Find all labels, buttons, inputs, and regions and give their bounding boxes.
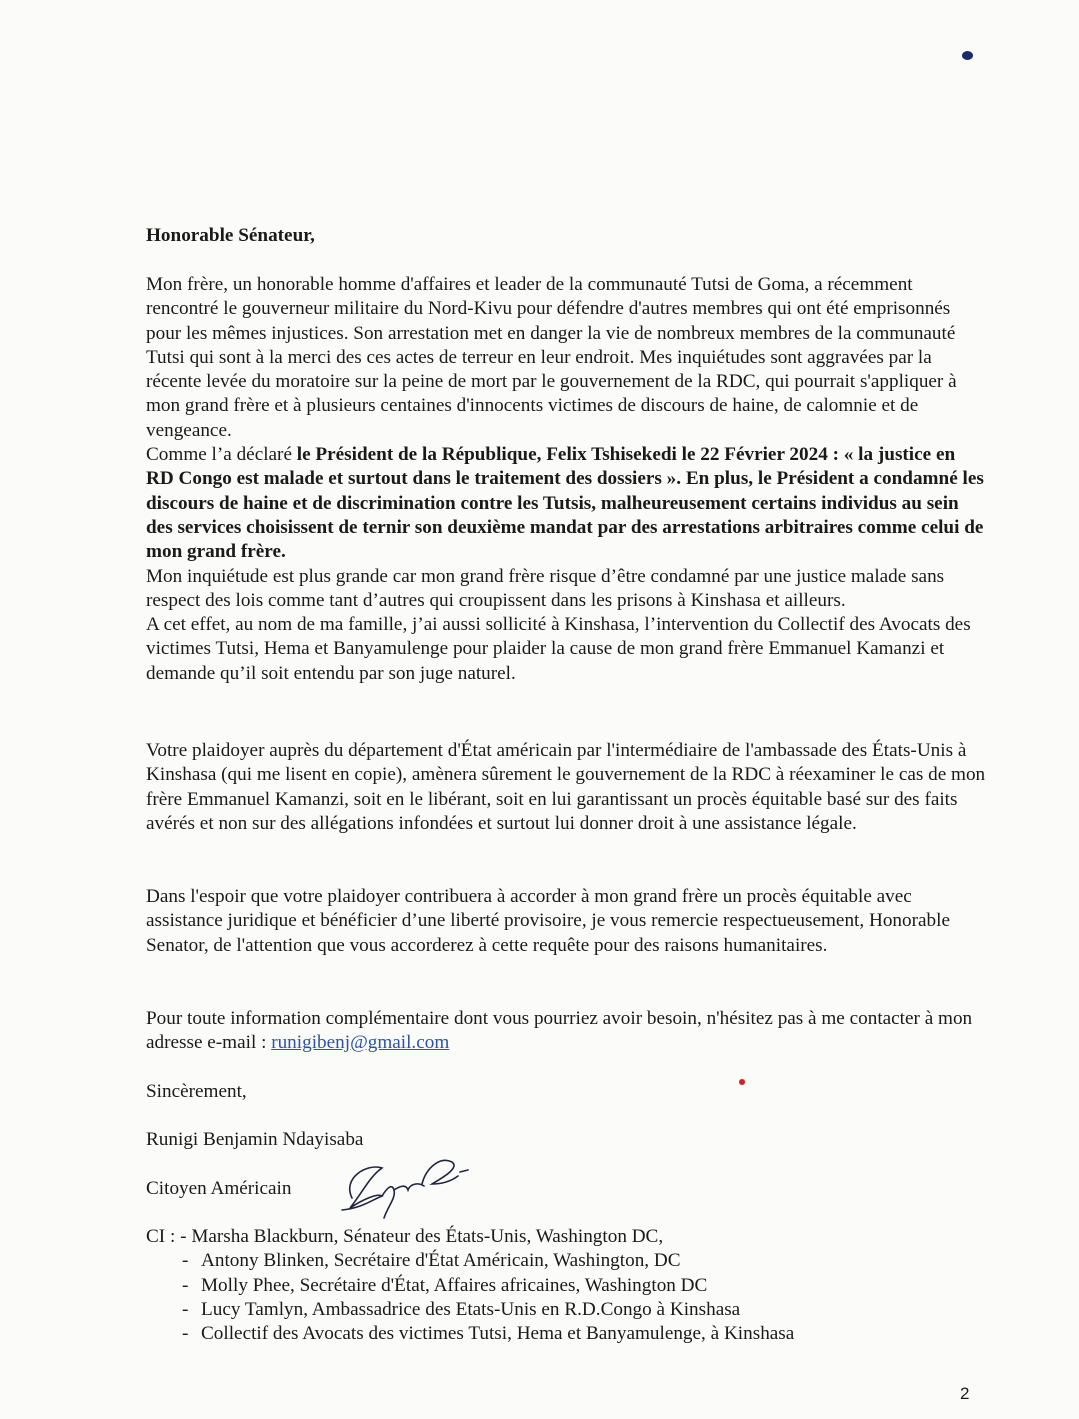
cc-item: - Molly Phee, Secrétaire d'État, Affaires africaines, Washington DC: [182, 1274, 708, 1296]
cc-label: CI : -: [146, 1226, 192, 1247]
page-number: 2: [960, 1384, 970, 1403]
paragraph-1-sentence-1: Mon frère, un honorable homme d'affaires et leader de la communauté Tutsi de Goma, a récemment rencontré le gouverneur militaire du Nord-Kivu pour défendre d'autres membres qui ont été emprisonnés pour les mêmes injustices. Son arrestation met en danger la vie de nombreux membres de la communauté Tutsi qui sont à la merci des ces actes de terreur en leur endroit. Mes inquiétudes sont aggravées par la récente levée du moratoire sur la peine de mort par le gouvernement de la RDC, qui pourrait s'appliquer à mon grand frère et à plusieurs centaines d'innocents victimes de discours de haine, de calomnie et de vengeance.: [146, 274, 957, 441]
cc-list: [146, 1225, 986, 1346]
closing: Sincèrement,: [146, 1081, 247, 1102]
paragraph-2: Votre plaidoyer auprès du département d'État américain par l'intermédiaire de l'ambassade des États-Unis à Kinshasa (qui me lisent en copie), amènera sûrement le gouvernement de la RDC à réexaminer le cas de mon frère Emmanuel Kamanzi, soit en le libérant, soit en lui garantissant un procès équitable basé sur des faits avérés et non sur des allégations infondées et surtout lui donner droit à une assistance légale.: [146, 740, 986, 834]
paragraph-3: Dans l'espoir que votre plaidoyer contribuera à accorder à mon grand frère un procès équitable avec assistance juridique et bénéficier d’une liberté provisoire, je vous remercie respectueusement, Honorable Senator, de l'attention que vous accorderez à cette requête pour des raisons humanitaires.: [146, 886, 950, 956]
cc-recipient: Lucy Tamlyn, Ambassadrice des Etats-Unis en R.D.Congo à Kinshasa: [201, 1298, 741, 1320]
cc-recipient: Marsha Blackburn, Sénateur des États-Unis, Washington DC,: [191, 1226, 664, 1247]
cc-item: [146, 1225, 986, 1249]
paragraph-1-sentence-3: Mon inquiétude est plus grande car mon grand frère risque d’être condamné par une justice malade sans respect des lois comme tant d’autres qui croupissent dans les prisons à Kinshasa et ailleurs.: [146, 565, 945, 611]
ink-spot: [962, 51, 973, 60]
cc-recipient: Antony Blinken, Secrétaire d'État Américain, Washington, DC: [201, 1250, 681, 1272]
cc-recipient: Collectif des Avocats des victimes Tutsi, Hema et Banyamulenge, à Kinshasa: [201, 1323, 795, 1345]
signature: [322, 1138, 472, 1228]
cc-item: - Collectif des Avocats des victimes Tutsi, Hema et Banyamulenge, à Kinshasa: [182, 1323, 795, 1345]
cc-item: - Antony Blinken, Secrétaire d'État Américain, Washington, DC: [182, 1250, 681, 1272]
paragraph-1: [146, 273, 986, 686]
email-link[interactable]: runigibenj@gmail.com: [271, 1032, 450, 1054]
paragraph-1-sentence-4: A cet effet, au nom de ma famille, j’ai aussi sollicité à Kinshasa, l’intervention du Collectif des Avocats des victimes Tutsi, Hema et Banyamulenge pour plaider la cause de mon grand frère Emmanuel Kamanzi et demande qu’il soit entendu par son juge naturel.: [146, 614, 971, 684]
greeting: Honorable Sénateur,: [146, 225, 315, 246]
sender-title: Citoyen Américain: [146, 1178, 292, 1199]
quote-intro: Comme l’a déclaré: [146, 444, 297, 466]
contact-text: Pour toute information complémentaire dont vous pourriez avoir besoin, n'hésitez pas à me contacter à mon adresse e-mail :: [146, 1008, 973, 1054]
cc-item: - Lucy Tamlyn, Ambassadrice des Etats-Unis en R.D.Congo à Kinshasa: [182, 1298, 741, 1320]
cc-recipient: Molly Phee, Secrétaire d'État, Affaires africaines, Washington DC: [201, 1274, 708, 1296]
sender-name: Runigi Benjamin Ndayisaba: [146, 1129, 364, 1150]
paragraph-1-sentence-2: [146, 443, 986, 564]
paragraph-4: [146, 1007, 986, 1056]
president-quote: le Président de la République, Felix Tshisekedi le 22 Février 2024 : « la justice en RD Congo est malade et surtout dans le traitement des dossiers ». En plus, le Président a condamné les discours de haine et de discrimination contre les Tutsis, malheureusement certains individus au sein des services choisissent de ternir son deuxième mandat par des arrestations arbitraires comme celui de mon grand frère.: [146, 444, 984, 563]
